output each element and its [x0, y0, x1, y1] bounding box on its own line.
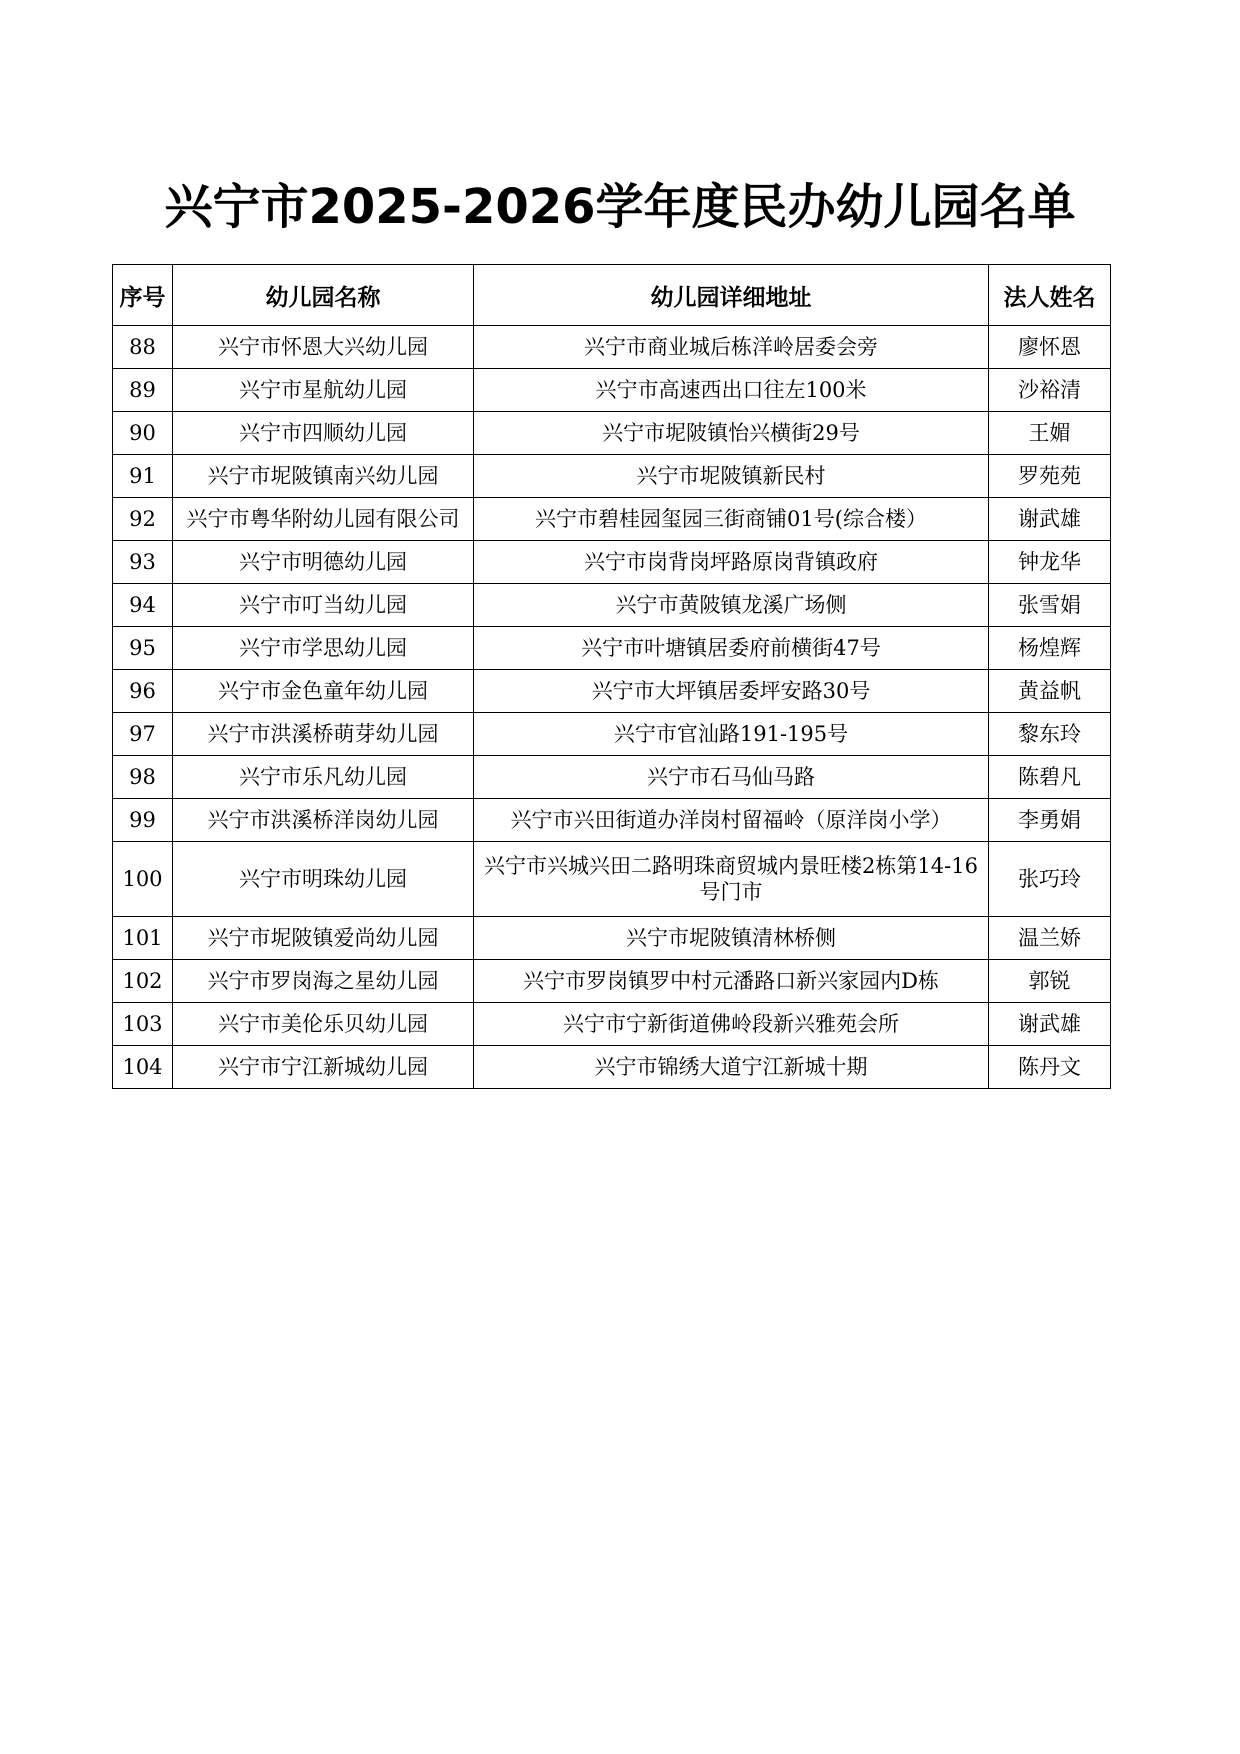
cell-address: 兴宁市叶塘镇居委府前横街47号 — [474, 627, 989, 670]
cell-address: 兴宁市大坪镇居委坪安路30号 — [474, 670, 989, 713]
cell-legal: 杨煌辉 — [989, 627, 1111, 670]
table-row — [113, 917, 1111, 960]
cell-index: 97 — [113, 713, 173, 756]
cell-address: 兴宁市宁新街道佛岭段新兴雅苑会所 — [474, 1003, 989, 1046]
cell-index: 91 — [113, 455, 173, 498]
cell-address: 兴宁市黄陂镇龙溪广场侧 — [474, 584, 989, 627]
table-body — [113, 326, 1111, 1089]
cell-legal: 谢武雄 — [989, 498, 1111, 541]
cell-legal: 黄益帆 — [989, 670, 1111, 713]
cell-legal: 王媚 — [989, 412, 1111, 455]
cell-index: 102 — [113, 960, 173, 1003]
cell-index: 98 — [113, 756, 173, 799]
table-row — [113, 369, 1111, 412]
cell-address: 兴宁市高速西出口往左100米 — [474, 369, 989, 412]
table-row — [113, 713, 1111, 756]
table-row — [113, 455, 1111, 498]
cell-address: 兴宁市岗背岗坪路原岗背镇政府 — [474, 541, 989, 584]
cell-index: 99 — [113, 799, 173, 842]
cell-legal: 李勇娟 — [989, 799, 1111, 842]
cell-name: 兴宁市星航幼儿园 — [173, 369, 474, 412]
cell-index: 92 — [113, 498, 173, 541]
cell-name: 兴宁市学思幼儿园 — [173, 627, 474, 670]
cell-name: 兴宁市粤华附幼儿园有限公司 — [173, 498, 474, 541]
table-row — [113, 1003, 1111, 1046]
header-legal: 法人姓名 — [989, 265, 1111, 326]
cell-address: 兴宁市兴城兴田二路明珠商贸城内景旺楼2栋第14-16号门市 — [474, 842, 989, 917]
table-row — [113, 412, 1111, 455]
table-row — [113, 627, 1111, 670]
cell-legal: 罗苑苑 — [989, 455, 1111, 498]
cell-name: 兴宁市宁江新城幼儿园 — [173, 1046, 474, 1089]
cell-legal: 郭锐 — [989, 960, 1111, 1003]
cell-index: 96 — [113, 670, 173, 713]
cell-name: 兴宁市叮当幼儿园 — [173, 584, 474, 627]
cell-address: 兴宁市锦绣大道宁江新城十期 — [474, 1046, 989, 1089]
cell-index: 88 — [113, 326, 173, 369]
cell-legal: 谢武雄 — [989, 1003, 1111, 1046]
cell-address: 兴宁市罗岗镇罗中村元潘路口新兴家园内D栋 — [474, 960, 989, 1003]
cell-address: 兴宁市商业城后栋洋岭居委会旁 — [474, 326, 989, 369]
cell-name: 兴宁市洪溪桥萌芽幼儿园 — [173, 713, 474, 756]
cell-address: 兴宁市官汕路191-195号 — [474, 713, 989, 756]
cell-name: 兴宁市洪溪桥洋岗幼儿园 — [173, 799, 474, 842]
cell-legal: 张巧玲 — [989, 842, 1111, 917]
cell-legal: 温兰娇 — [989, 917, 1111, 960]
header-address: 幼儿园详细地址 — [474, 265, 989, 326]
cell-legal: 钟龙华 — [989, 541, 1111, 584]
cell-legal: 陈碧凡 — [989, 756, 1111, 799]
cell-address: 兴宁市坭陂镇怡兴横街29号 — [474, 412, 989, 455]
cell-index: 89 — [113, 369, 173, 412]
cell-name: 兴宁市乐凡幼儿园 — [173, 756, 474, 799]
cell-name: 兴宁市美伦乐贝幼儿园 — [173, 1003, 474, 1046]
cell-address: 兴宁市兴田街道办洋岗村留福岭（原洋岗小学） — [474, 799, 989, 842]
cell-name: 兴宁市明珠幼儿园 — [173, 842, 474, 917]
kindergarten-table — [112, 264, 1111, 1089]
header-index: 序号 — [113, 265, 173, 326]
cell-name: 兴宁市坭陂镇爱尚幼儿园 — [173, 917, 474, 960]
cell-index: 100 — [113, 842, 173, 917]
table-header-row — [113, 265, 1111, 326]
cell-address: 兴宁市坭陂镇新民村 — [474, 455, 989, 498]
cell-address: 兴宁市石马仙马路 — [474, 756, 989, 799]
header-name: 幼儿园名称 — [173, 265, 474, 326]
table-row — [113, 842, 1111, 917]
table-row — [113, 1046, 1111, 1089]
cell-address: 兴宁市碧桂园玺园三街商铺01号(综合楼） — [474, 498, 989, 541]
cell-index: 90 — [113, 412, 173, 455]
table-row — [113, 541, 1111, 584]
table-row — [113, 799, 1111, 842]
cell-index: 103 — [113, 1003, 173, 1046]
cell-name: 兴宁市明德幼儿园 — [173, 541, 474, 584]
table-row — [113, 498, 1111, 541]
table-row — [113, 670, 1111, 713]
cell-legal: 陈丹文 — [989, 1046, 1111, 1089]
cell-legal: 张雪娟 — [989, 584, 1111, 627]
cell-name: 兴宁市怀恩大兴幼儿园 — [173, 326, 474, 369]
cell-legal: 沙裕清 — [989, 369, 1111, 412]
cell-name: 兴宁市金色童年幼儿园 — [173, 670, 474, 713]
table-row — [113, 326, 1111, 369]
cell-index: 104 — [113, 1046, 173, 1089]
table-row — [113, 960, 1111, 1003]
table-row — [113, 584, 1111, 627]
cell-name: 兴宁市四顺幼儿园 — [173, 412, 474, 455]
page-title: 兴宁市2025-2026学年度民办幼儿园名单 — [164, 179, 1076, 235]
cell-index: 94 — [113, 584, 173, 627]
table-row — [113, 756, 1111, 799]
cell-name: 兴宁市坭陂镇南兴幼儿园 — [173, 455, 474, 498]
cell-index: 95 — [113, 627, 173, 670]
cell-index: 93 — [113, 541, 173, 584]
cell-legal: 廖怀恩 — [989, 326, 1111, 369]
cell-name: 兴宁市罗岗海之星幼儿园 — [173, 960, 474, 1003]
cell-index: 101 — [113, 917, 173, 960]
cell-address: 兴宁市坭陂镇清林桥侧 — [474, 917, 989, 960]
cell-legal: 黎东玲 — [989, 713, 1111, 756]
